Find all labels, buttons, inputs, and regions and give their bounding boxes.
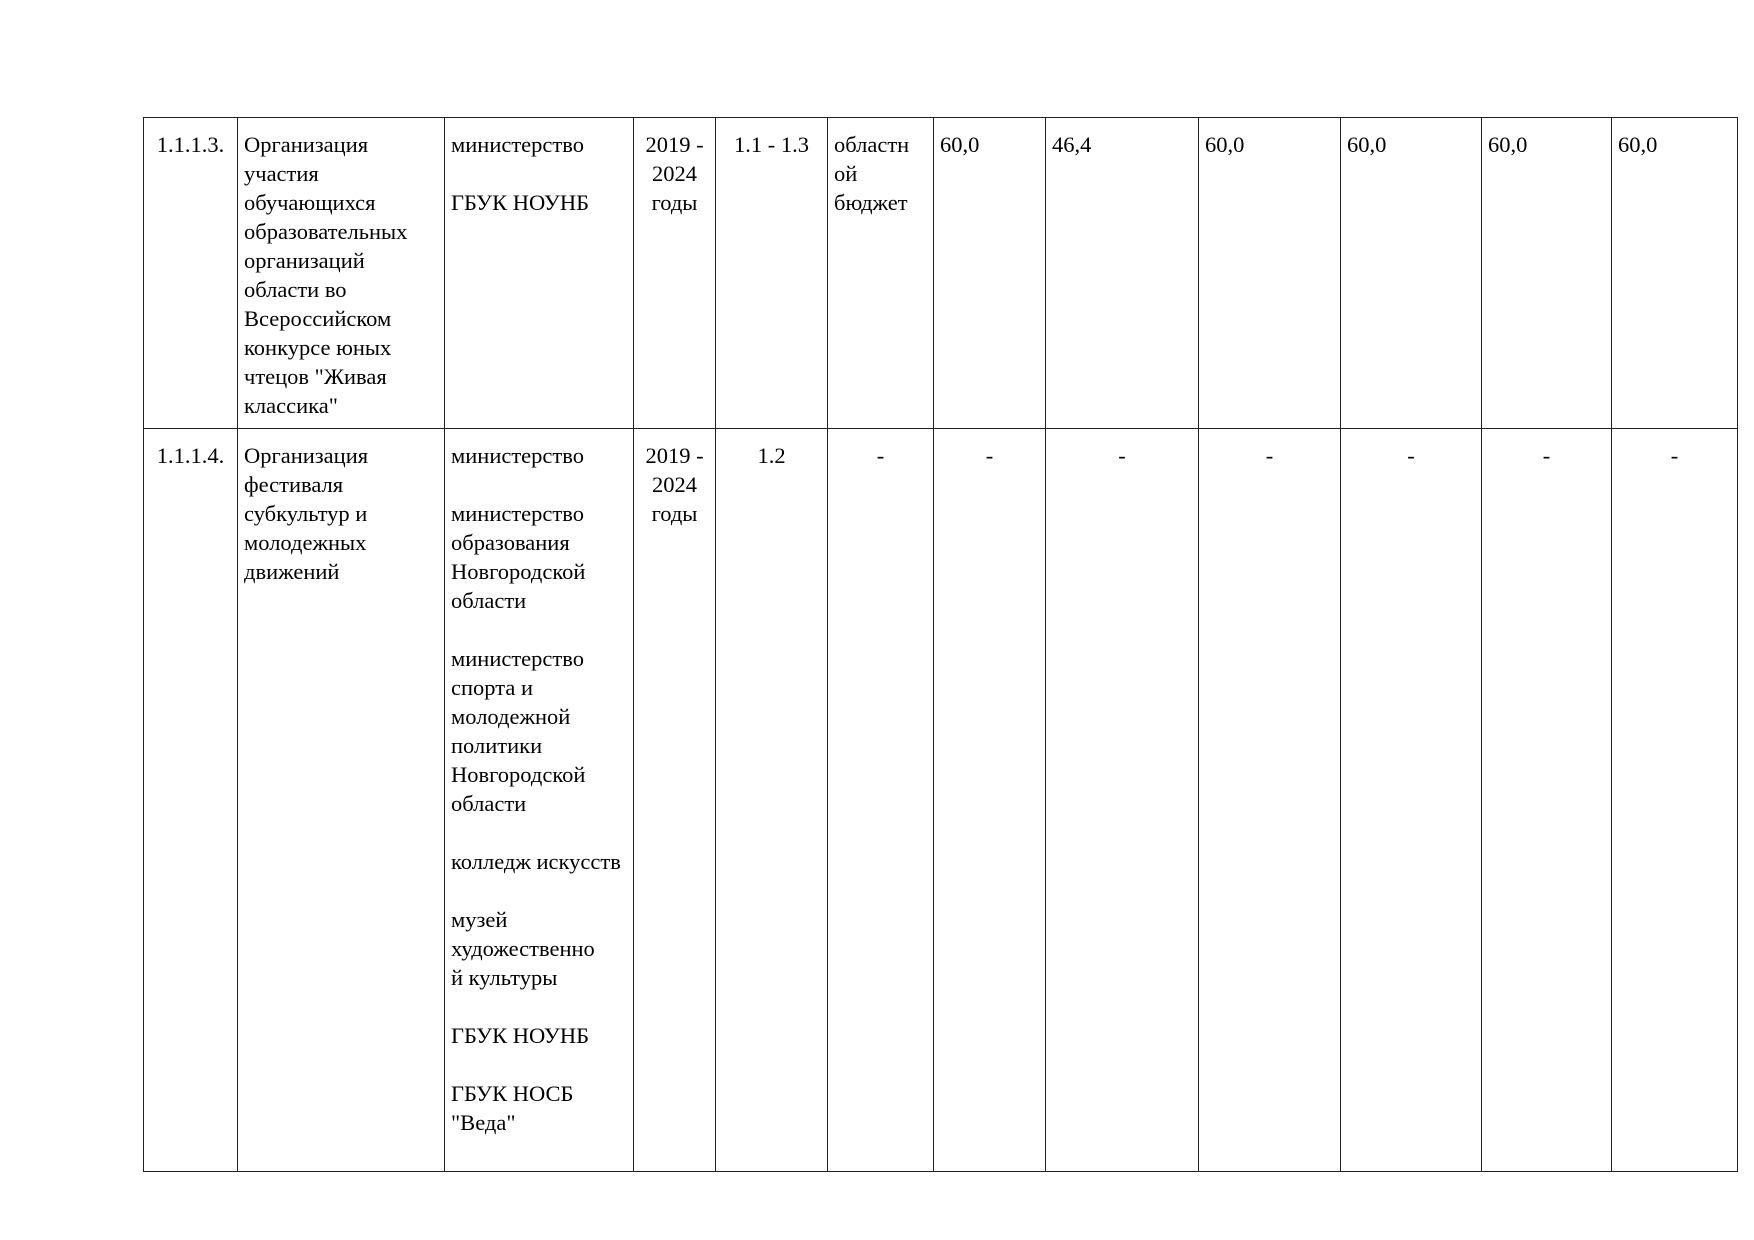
row-number: 1.1.1.3. [144,118,238,429]
amount-year-2: - [1046,429,1199,1172]
amount-year-1: 60,0 [934,118,1046,429]
row-number: 1.1.1.4. [144,429,238,1172]
amount-year-4: 60,0 [1341,118,1482,429]
activities-table [143,117,1738,1172]
amount-year-1: - [934,429,1046,1172]
amount-year-3: 60,0 [1199,118,1341,429]
executors: министерство ГБУК НОУНБ [445,118,634,429]
amount-year-5: 60,0 [1482,118,1612,429]
table-row [144,429,1738,1172]
amount-year-4: - [1341,429,1482,1172]
amount-year-5: - [1482,429,1612,1172]
funding-source: - [828,429,934,1172]
amount-year-6: - [1612,429,1738,1172]
activity-name: Организация участия обучающихся образовательных организаций области во Всероссийском конкурсе юных чтецов "Живая классика" [238,118,445,429]
funding-source: областн ой бюджет [828,118,934,429]
amount-year-2: 46,4 [1046,118,1199,429]
period: 2019 - 2024 годы [634,118,716,429]
table-row [144,118,1738,429]
target-indicators: 1.2 [716,429,828,1172]
amount-year-3: - [1199,429,1341,1172]
target-indicators: 1.1 - 1.3 [716,118,828,429]
activity-name: Организация фестиваля субкультур и молодежных движений [238,429,445,1172]
period: 2019 - 2024 годы [634,429,716,1172]
executors: министерство министерство образования Новгородской области министерство спорта и молодежной политики Новгородской области колледж искусств музей художественно й культуры ГБУК НОУНБ ГБУК НОСБ "Веда" [445,429,634,1172]
amount-year-6: 60,0 [1612,118,1738,429]
